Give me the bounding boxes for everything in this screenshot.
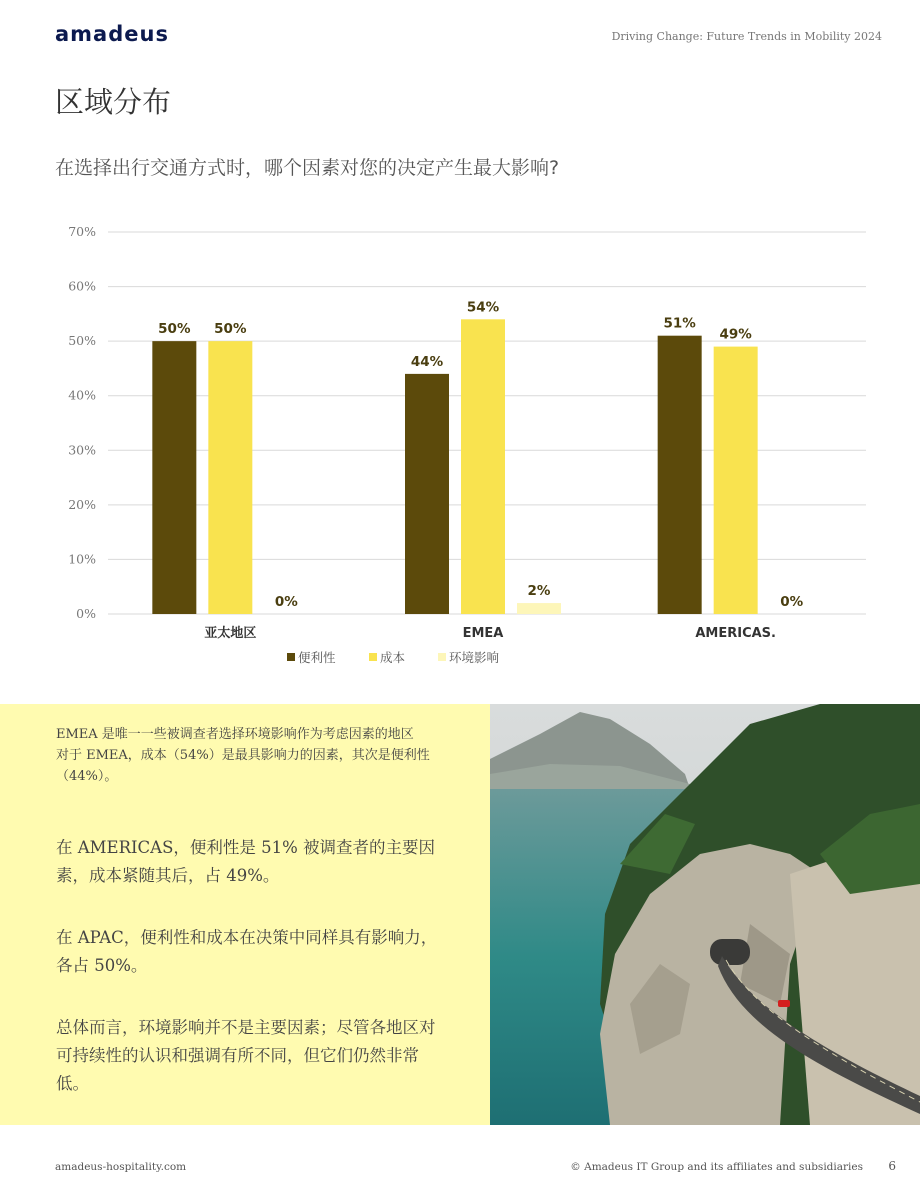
bar bbox=[152, 341, 196, 614]
report-title: Driving Change: Future Trends in Mobility 2024 bbox=[611, 30, 882, 43]
amadeus-logo: amadeus bbox=[55, 22, 169, 46]
insights-panel bbox=[0, 704, 490, 1125]
y-tick-label: 10% bbox=[68, 551, 96, 567]
data-label: 0% bbox=[780, 594, 804, 610]
bar bbox=[658, 336, 702, 614]
footer-website: amadeus-hospitality.com bbox=[55, 1161, 187, 1173]
insight-americas: 在 AMERICAS，便利性是 51% 被调查者的主要因素，成本紧随其后，占 49%。 bbox=[56, 838, 436, 885]
data-label: 44% bbox=[410, 353, 444, 370]
legend-label: 环境影响 bbox=[449, 650, 500, 665]
bar-chart bbox=[40, 218, 880, 678]
data-label: 51% bbox=[663, 315, 696, 332]
data-label: 50% bbox=[158, 321, 191, 338]
bar bbox=[405, 374, 449, 614]
data-label: 49% bbox=[719, 326, 752, 343]
section-title: 区域分布 bbox=[55, 85, 172, 119]
x-tick-label: 亚太地区 bbox=[204, 626, 257, 641]
y-tick-label: 20% bbox=[68, 496, 96, 512]
y-tick-label: 0% bbox=[76, 606, 96, 621]
legend-label: 便利性 bbox=[298, 650, 336, 665]
data-label: 2% bbox=[527, 583, 551, 600]
bar bbox=[714, 347, 758, 614]
data-label: 54% bbox=[466, 299, 500, 316]
legend-label: 成本 bbox=[380, 650, 406, 665]
coastal-road-photo bbox=[490, 704, 920, 1125]
y-tick-label: 40% bbox=[68, 387, 96, 403]
y-tick-label: 70% bbox=[68, 224, 96, 239]
x-tick-label: AMERICAS. bbox=[695, 626, 776, 641]
insight-apac: 在 APAC，便利性和成本在决策中同样具有影响力，各占 50%。 bbox=[56, 928, 438, 975]
y-tick-label: 50% bbox=[68, 333, 96, 349]
page-number: 6 bbox=[888, 1159, 896, 1173]
y-tick-label: 60% bbox=[68, 278, 96, 294]
bar bbox=[517, 603, 561, 614]
x-tick-label: EMEA bbox=[462, 626, 504, 641]
survey-question: 在选择出行交通方式时，哪个因素对您的决定产生最大影响? bbox=[55, 157, 560, 179]
data-label: 0% bbox=[274, 594, 298, 610]
bar bbox=[461, 319, 505, 614]
bar bbox=[208, 341, 252, 614]
data-label: 50% bbox=[214, 321, 247, 338]
insight-emea-text: EMEA 是唯一一些被调查者选择环境影响作为考虑因素的地区 对于 EMEA，成本（54%）是最具影响力的因素，其次是便利性（44%）。 bbox=[56, 727, 430, 784]
insight-overall: 总体而言，环境影响并不是主要因素；尽管各地区对可持续性的认识和强调有所不同，但它们仍然非常低。 bbox=[56, 1018, 436, 1093]
y-tick-label: 30% bbox=[68, 442, 96, 458]
legend-swatch bbox=[438, 653, 446, 661]
legend-swatch bbox=[287, 653, 295, 661]
footer-copyright: © Amadeus IT Group and its affiliates and subsidiaries bbox=[570, 1161, 863, 1173]
legend-swatch bbox=[369, 653, 377, 661]
insight-emea bbox=[56, 724, 446, 787]
